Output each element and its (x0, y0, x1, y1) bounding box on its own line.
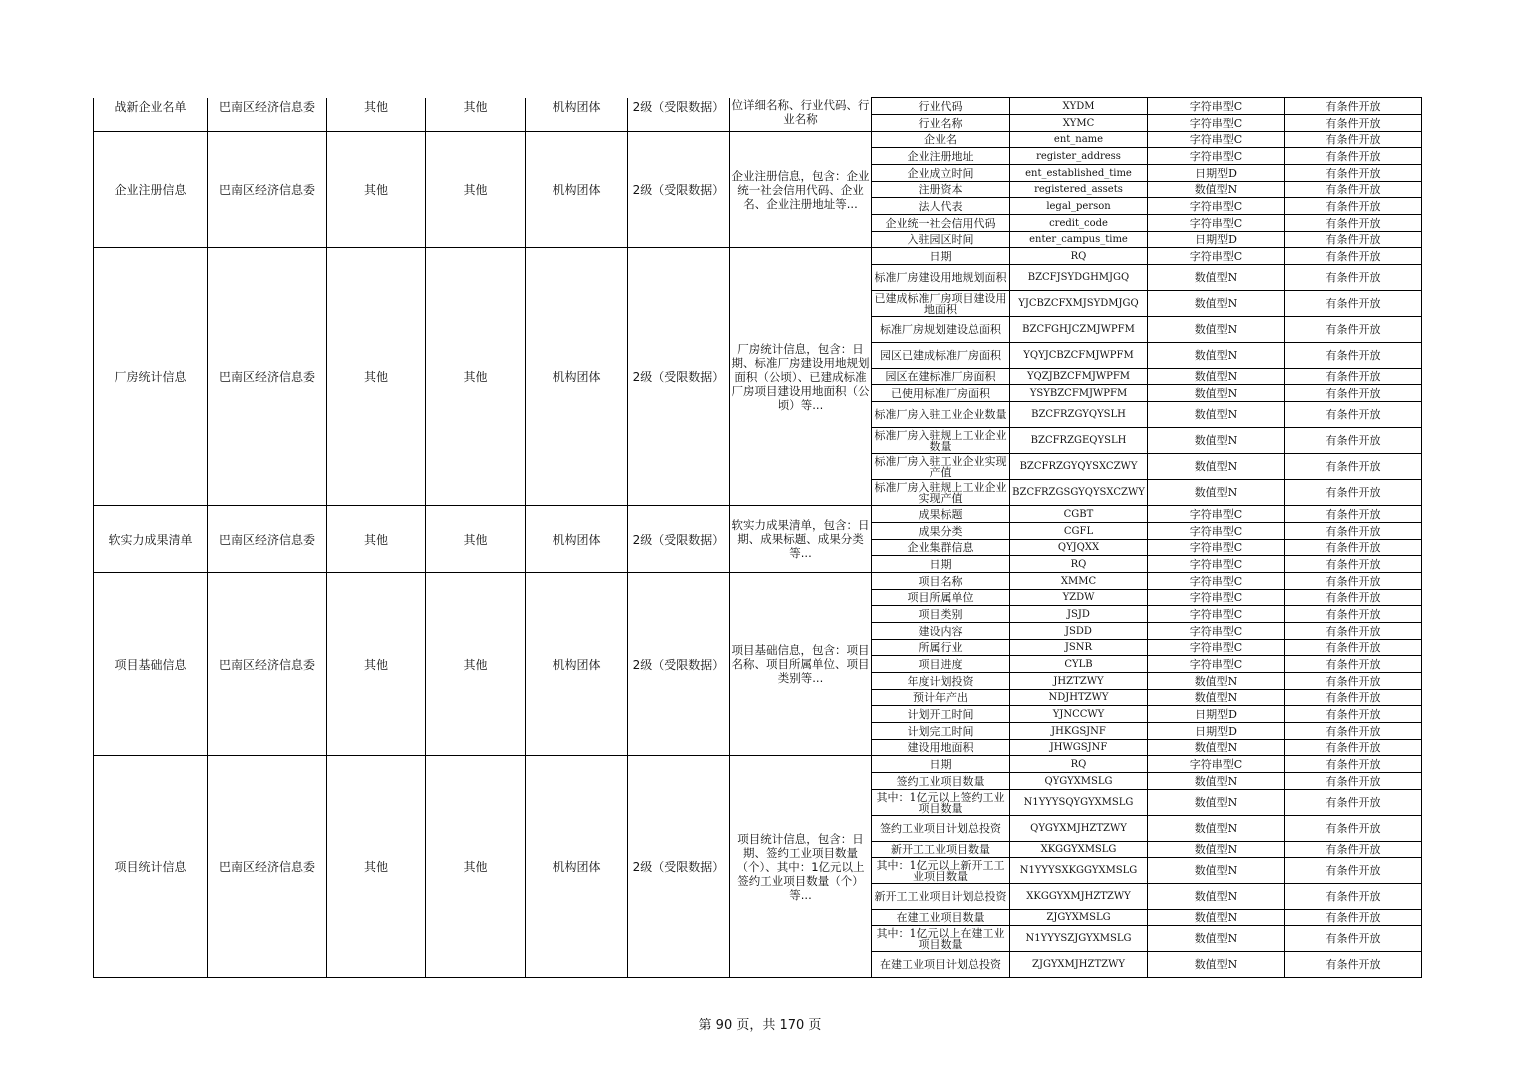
field-type-cell: 数值型N (1148, 369, 1285, 385)
open-type-cell: 有条件开放 (1285, 523, 1422, 540)
open-type-cell: 有条件开放 (1285, 773, 1422, 790)
open-type-cell: 有条件开放 (1285, 182, 1422, 198)
field-type-cell: 字符串型C (1148, 98, 1285, 115)
field-name-cell: 项目名称 (872, 573, 1010, 590)
table-row (94, 756, 1422, 773)
resource-name-cell: 项目基础信息 (94, 573, 208, 756)
field-code-cell: BZCFRZGSGYQYSXCZWY (1010, 480, 1148, 506)
field-name-cell: 已建成标准厂房项目建设用地面积 (872, 291, 1010, 317)
field-code-cell: YJNCCWY (1010, 706, 1148, 723)
field-type-cell: 字符串型C (1148, 506, 1285, 523)
open-type-cell: 有条件开放 (1285, 506, 1422, 523)
subcategory-cell: 其他 (426, 756, 526, 978)
open-type-cell: 有条件开放 (1285, 640, 1422, 656)
field-code-cell: ent_name (1010, 132, 1148, 148)
open-type-cell: 有条件开放 (1285, 952, 1422, 978)
page-footer: 第 90 页，共 170 页 (698, 1018, 822, 1033)
field-name-cell: 日期 (872, 248, 1010, 265)
resource-name-cell: 厂房统计信息 (94, 248, 208, 506)
field-code-cell: NDJHTZWY (1010, 690, 1148, 706)
field-type-cell: 数值型N (1148, 952, 1285, 978)
subject-type-cell: 机构团体 (526, 756, 628, 978)
field-code-cell: enter_campus_time (1010, 232, 1148, 248)
field-name-cell: 园区在建标准厂房面积 (872, 369, 1010, 385)
field-type-cell: 数值型N (1148, 884, 1285, 910)
provider-dept-cell: 巴南区经济信息委 (208, 573, 327, 756)
field-type-cell: 字符串型C (1148, 590, 1285, 606)
table-row (94, 573, 1422, 590)
field-code-cell: ZJGYXMJHZTZWY (1010, 952, 1148, 978)
open-type-cell: 有条件开放 (1285, 369, 1422, 385)
description-cell: 企业注册信息，包含：企业统一社会信用代码、企业名、企业注册地址等... (730, 132, 872, 248)
field-code-cell: RQ (1010, 556, 1148, 573)
field-type-cell: 字符串型C (1148, 115, 1285, 132)
open-type-cell: 有条件开放 (1285, 165, 1422, 182)
open-type-cell: 有条件开放 (1285, 816, 1422, 842)
field-name-cell: 企业集群信息 (872, 540, 1010, 556)
field-code-cell: ZJGYXMSLG (1010, 910, 1148, 926)
open-type-cell: 有条件开放 (1285, 910, 1422, 926)
subcategory-cell: 其他 (426, 506, 526, 573)
open-type-cell: 有条件开放 (1285, 756, 1422, 773)
field-type-cell: 数值型N (1148, 842, 1285, 858)
data-catalog-sheet (93, 97, 1421, 978)
field-code-cell: YSYBZCFMJWPFM (1010, 385, 1148, 402)
field-type-cell: 数值型N (1148, 454, 1285, 480)
field-code-cell: BZCFRZGEQYSLH (1010, 428, 1148, 454)
field-name-cell: 新开工工业项目计划总投资 (872, 884, 1010, 910)
table-row (94, 506, 1422, 523)
provider-dept-cell: 巴南区经济信息委 (208, 132, 327, 248)
field-name-cell: 企业统一社会信用代码 (872, 215, 1010, 232)
field-code-cell: CYLB (1010, 656, 1148, 673)
open-type-cell: 有条件开放 (1285, 690, 1422, 706)
field-type-cell: 日期型D (1148, 165, 1285, 182)
field-name-cell: 其中：1亿元以上签约工业项目数量 (872, 790, 1010, 816)
open-type-cell: 有条件开放 (1285, 317, 1422, 343)
field-type-cell: 数值型N (1148, 910, 1285, 926)
field-name-cell: 签约工业项目计划总投资 (872, 816, 1010, 842)
open-type-cell: 有条件开放 (1285, 556, 1422, 573)
field-type-cell: 数值型N (1148, 317, 1285, 343)
field-code-cell: CGBT (1010, 506, 1148, 523)
field-type-cell: 数值型N (1148, 773, 1285, 790)
resource-name-cell: 企业注册信息 (94, 132, 208, 248)
open-type-cell: 有条件开放 (1285, 540, 1422, 556)
field-type-cell: 数值型N (1148, 480, 1285, 506)
field-type-cell: 日期型D (1148, 723, 1285, 740)
field-type-cell: 字符串型C (1148, 756, 1285, 773)
table-body (94, 98, 1422, 978)
open-type-cell: 有条件开放 (1285, 673, 1422, 690)
security-level-cell: 2级（受限数据） (628, 756, 730, 978)
open-type-cell: 有条件开放 (1285, 740, 1422, 756)
subject-type-cell: 机构团体 (526, 248, 628, 506)
open-type-cell: 有条件开放 (1285, 428, 1422, 454)
field-code-cell: BZCFJSYDGHMJGQ (1010, 265, 1148, 291)
field-code-cell: RQ (1010, 248, 1148, 265)
category-cell: 其他 (327, 756, 426, 978)
category-cell: 其他 (327, 506, 426, 573)
field-name-cell: 标准厂房规划建设总面积 (872, 317, 1010, 343)
open-type-cell: 有条件开放 (1285, 343, 1422, 369)
security-level-cell: 2级（受限数据） (628, 506, 730, 573)
field-code-cell: XYMC (1010, 115, 1148, 132)
field-type-cell: 数值型N (1148, 790, 1285, 816)
field-name-cell: 法人代表 (872, 198, 1010, 215)
field-code-cell: BZCFGHJCZMJWPFM (1010, 317, 1148, 343)
field-name-cell: 企业成立时间 (872, 165, 1010, 182)
field-code-cell: JHKGSJNF (1010, 723, 1148, 740)
table-row (94, 248, 1422, 265)
open-type-cell: 有条件开放 (1285, 115, 1422, 132)
subcategory-cell: 其他 (426, 573, 526, 756)
open-type-cell: 有条件开放 (1285, 842, 1422, 858)
open-type-cell: 有条件开放 (1285, 454, 1422, 480)
data-catalog-table (93, 97, 1422, 978)
field-name-cell: 项目类别 (872, 606, 1010, 623)
field-type-cell: 数值型N (1148, 926, 1285, 952)
field-name-cell: 签约工业项目数量 (872, 773, 1010, 790)
field-code-cell: JHZTZWY (1010, 673, 1148, 690)
provider-dept-cell: 巴南区经济信息委 (208, 98, 327, 132)
subject-type-cell: 机构团体 (526, 506, 628, 573)
field-code-cell: XMMC (1010, 573, 1148, 590)
field-code-cell: BZCFRZGYQYSXCZWY (1010, 454, 1148, 480)
open-type-cell: 有条件开放 (1285, 402, 1422, 428)
open-type-cell: 有条件开放 (1285, 573, 1422, 590)
field-type-cell: 数值型N (1148, 740, 1285, 756)
field-code-cell: CGFL (1010, 523, 1148, 540)
field-name-cell: 标准厂房建设用地规划面积 (872, 265, 1010, 291)
field-code-cell: YJCBZCFXMJSYDMJGQ (1010, 291, 1148, 317)
field-name-cell: 企业名 (872, 132, 1010, 148)
open-type-cell: 有条件开放 (1285, 590, 1422, 606)
description-cell: 项目统计信息，包含：日期、签约工业项目数量（个）、其中：1亿元以上签约工业项目数量（个）等... (730, 756, 872, 978)
field-name-cell: 项目所属单位 (872, 590, 1010, 606)
field-code-cell: BZCFRZGYQYSLH (1010, 402, 1148, 428)
field-name-cell: 成果标题 (872, 506, 1010, 523)
field-name-cell: 日期 (872, 556, 1010, 573)
field-name-cell: 企业注册地址 (872, 148, 1010, 165)
subject-type-cell: 机构团体 (526, 132, 628, 248)
field-type-cell: 字符串型C (1148, 540, 1285, 556)
open-type-cell: 有条件开放 (1285, 148, 1422, 165)
field-name-cell: 在建工业项目计划总投资 (872, 952, 1010, 978)
field-code-cell: YQZJBZCFMJWPFM (1010, 369, 1148, 385)
field-code-cell: N1YYYSZJGYXMSLG (1010, 926, 1148, 952)
open-type-cell: 有条件开放 (1285, 790, 1422, 816)
field-code-cell: JHWGSJNF (1010, 740, 1148, 756)
field-code-cell: YZDW (1010, 590, 1148, 606)
open-type-cell: 有条件开放 (1285, 291, 1422, 317)
field-type-cell: 字符串型C (1148, 623, 1285, 640)
resource-name-cell: 软实力成果清单 (94, 506, 208, 573)
field-code-cell: QYGYXMJHZTZWY (1010, 816, 1148, 842)
table-row (94, 98, 1422, 115)
field-type-cell: 字符串型C (1148, 573, 1285, 590)
field-type-cell: 数值型N (1148, 182, 1285, 198)
field-code-cell: QYGYXMSLG (1010, 773, 1148, 790)
field-type-cell: 日期型D (1148, 706, 1285, 723)
subject-type-cell: 机构团体 (526, 573, 628, 756)
open-type-cell: 有条件开放 (1285, 656, 1422, 673)
subject-type-cell: 机构团体 (526, 98, 628, 132)
field-name-cell: 注册资本 (872, 182, 1010, 198)
field-code-cell: JSNR (1010, 640, 1148, 656)
provider-dept-cell: 巴南区经济信息委 (208, 248, 327, 506)
field-type-cell: 数值型N (1148, 428, 1285, 454)
field-type-cell: 字符串型C (1148, 215, 1285, 232)
field-type-cell: 字符串型C (1148, 606, 1285, 623)
field-name-cell: 行业名称 (872, 115, 1010, 132)
field-name-cell: 标准厂房入驻工业企业数量 (872, 402, 1010, 428)
field-name-cell: 预计年产出 (872, 690, 1010, 706)
field-type-cell: 数值型N (1148, 265, 1285, 291)
field-name-cell: 已使用标准厂房面积 (872, 385, 1010, 402)
field-type-cell: 数值型N (1148, 673, 1285, 690)
security-level-cell: 2级（受限数据） (628, 98, 730, 132)
open-type-cell: 有条件开放 (1285, 623, 1422, 640)
field-type-cell: 字符串型C (1148, 248, 1285, 265)
field-name-cell: 标准厂房入驻规上工业企业数量 (872, 428, 1010, 454)
category-cell: 其他 (327, 98, 426, 132)
open-type-cell: 有条件开放 (1285, 265, 1422, 291)
field-name-cell: 项目进度 (872, 656, 1010, 673)
field-code-cell: ent_established_time (1010, 165, 1148, 182)
field-type-cell: 数值型N (1148, 343, 1285, 369)
field-code-cell: YQYJCBZCFMJWPFM (1010, 343, 1148, 369)
field-code-cell: JSJD (1010, 606, 1148, 623)
open-type-cell: 有条件开放 (1285, 706, 1422, 723)
field-code-cell: XKGGYXMSLG (1010, 842, 1148, 858)
open-type-cell: 有条件开放 (1285, 480, 1422, 506)
description-cell: 位详细名称、行业代码、行业名称 (730, 98, 872, 132)
field-code-cell: register_address (1010, 148, 1148, 165)
open-type-cell: 有条件开放 (1285, 385, 1422, 402)
open-type-cell: 有条件开放 (1285, 215, 1422, 232)
security-level-cell: 2级（受限数据） (628, 573, 730, 756)
field-name-cell: 所属行业 (872, 640, 1010, 656)
field-name-cell: 入驻园区时间 (872, 232, 1010, 248)
field-code-cell: XKGGYXMJHZTZWY (1010, 884, 1148, 910)
field-name-cell: 标准厂房入驻工业企业实现产值 (872, 454, 1010, 480)
open-type-cell: 有条件开放 (1285, 248, 1422, 265)
field-type-cell: 数值型N (1148, 402, 1285, 428)
field-code-cell: QYJQXX (1010, 540, 1148, 556)
field-type-cell: 日期型D (1148, 232, 1285, 248)
field-name-cell: 在建工业项目数量 (872, 910, 1010, 926)
security-level-cell: 2级（受限数据） (628, 132, 730, 248)
field-type-cell: 数值型N (1148, 690, 1285, 706)
subcategory-cell: 其他 (426, 132, 526, 248)
field-code-cell: RQ (1010, 756, 1148, 773)
open-type-cell: 有条件开放 (1285, 232, 1422, 248)
field-type-cell: 字符串型C (1148, 148, 1285, 165)
field-code-cell: N1YYYSQYGYXMSLG (1010, 790, 1148, 816)
subcategory-cell: 其他 (426, 98, 526, 132)
resource-name-cell: 项目统计信息 (94, 756, 208, 978)
open-type-cell: 有条件开放 (1285, 98, 1422, 115)
field-name-cell: 年度计划投资 (872, 673, 1010, 690)
open-type-cell: 有条件开放 (1285, 926, 1422, 952)
field-type-cell: 字符串型C (1148, 556, 1285, 573)
field-name-cell: 其中：1亿元以上在建工业项目数量 (872, 926, 1010, 952)
field-type-cell: 字符串型C (1148, 656, 1285, 673)
open-type-cell: 有条件开放 (1285, 198, 1422, 215)
field-type-cell: 数值型N (1148, 816, 1285, 842)
field-name-cell: 建设用地面积 (872, 740, 1010, 756)
field-type-cell: 数值型N (1148, 385, 1285, 402)
field-name-cell: 行业代码 (872, 98, 1010, 115)
field-name-cell: 成果分类 (872, 523, 1010, 540)
field-name-cell: 建设内容 (872, 623, 1010, 640)
description-cell: 厂房统计信息，包含：日期、标准厂房建设用地规划面积（公顷）、已建成标准厂房项目建设用地面积（公顷）等... (730, 248, 872, 506)
field-type-cell: 字符串型C (1148, 198, 1285, 215)
field-name-cell: 日期 (872, 756, 1010, 773)
field-type-cell: 字符串型C (1148, 640, 1285, 656)
provider-dept-cell: 巴南区经济信息委 (208, 756, 327, 978)
field-name-cell: 计划完工时间 (872, 723, 1010, 740)
open-type-cell: 有条件开放 (1285, 858, 1422, 884)
field-code-cell: registered_assets (1010, 182, 1148, 198)
field-type-cell: 字符串型C (1148, 523, 1285, 540)
category-cell: 其他 (327, 132, 426, 248)
field-name-cell: 计划开工时间 (872, 706, 1010, 723)
description-cell: 项目基础信息，包含：项目名称、项目所属单位、项目类别等... (730, 573, 872, 756)
field-code-cell: XYDM (1010, 98, 1148, 115)
category-cell: 其他 (327, 248, 426, 506)
field-code-cell: JSDD (1010, 623, 1148, 640)
field-type-cell: 数值型N (1148, 858, 1285, 884)
table-row (94, 132, 1422, 148)
subcategory-cell: 其他 (426, 248, 526, 506)
provider-dept-cell: 巴南区经济信息委 (208, 506, 327, 573)
description-cell: 软实力成果清单，包含：日期、成果标题、成果分类等... (730, 506, 872, 573)
field-name-cell: 标准厂房入驻规上工业企业实现产值 (872, 480, 1010, 506)
security-level-cell: 2级（受限数据） (628, 248, 730, 506)
field-type-cell: 字符串型C (1148, 132, 1285, 148)
field-code-cell: credit_code (1010, 215, 1148, 232)
field-code-cell: legal_person (1010, 198, 1148, 215)
open-type-cell: 有条件开放 (1285, 723, 1422, 740)
field-code-cell: N1YYYSXKGGYXMSLG (1010, 858, 1148, 884)
resource-name-cell: 战新企业名单 (94, 98, 208, 132)
field-type-cell: 数值型N (1148, 291, 1285, 317)
open-type-cell: 有条件开放 (1285, 132, 1422, 148)
field-name-cell: 其中：1亿元以上新开工工业项目数量 (872, 858, 1010, 884)
open-type-cell: 有条件开放 (1285, 606, 1422, 623)
category-cell: 其他 (327, 573, 426, 756)
field-name-cell: 新开工工业项目数量 (872, 842, 1010, 858)
field-name-cell: 园区已建成标准厂房面积 (872, 343, 1010, 369)
open-type-cell: 有条件开放 (1285, 884, 1422, 910)
